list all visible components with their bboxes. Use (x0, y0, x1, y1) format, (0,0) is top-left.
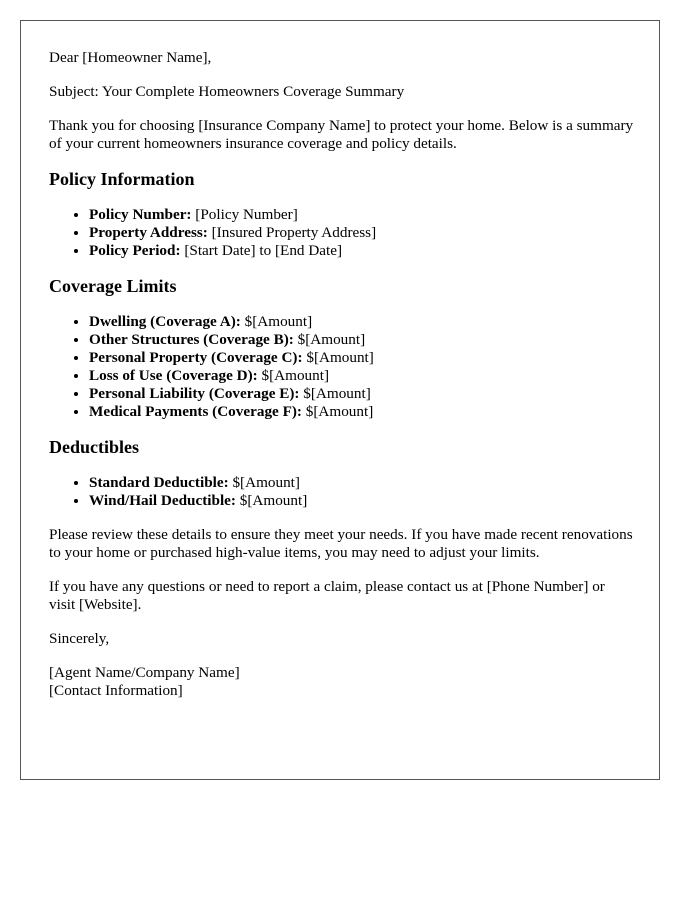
list-item-standard-deductible (89, 474, 634, 492)
item-value: $[Amount] (240, 313, 313, 330)
item-label: Dwelling (Coverage A): (89, 313, 241, 330)
letter-container (20, 20, 660, 780)
contact-paragraph: If you have any questions or need to report a claim, please contact us at [Phone Number] or visit [Website]. (49, 578, 605, 613)
item-label: Loss of Use (Coverage D): (89, 367, 258, 384)
salutation: Dear [Homeowner Name], (49, 49, 212, 66)
list-item-dwelling (89, 313, 634, 331)
item-value: $[Amount] (228, 474, 300, 491)
policy-information-list (49, 206, 634, 260)
item-label: Wind/Hail Deductible: (89, 492, 236, 509)
list-item-other-structures (89, 331, 634, 349)
list-item-policy-period (89, 242, 634, 260)
list-item-policy-number (89, 206, 634, 224)
item-label: Policy Period: (89, 242, 181, 259)
item-value: $[Amount] (299, 385, 371, 402)
item-label: Medical Payments (Coverage F): (89, 403, 302, 420)
subject-line: Subject: Your Complete Homeowners Coverage Summary (49, 83, 405, 100)
list-item-wind-hail-deductible (89, 492, 634, 510)
item-value: $[Amount] (257, 367, 330, 384)
section-heading-deductibles: Deductibles (49, 437, 139, 457)
item-label: Standard Deductible: (89, 474, 229, 491)
item-label: Other Structures (Coverage B): (89, 331, 294, 348)
list-item-property-address (89, 224, 634, 242)
deductibles-list (49, 474, 634, 510)
item-label: Personal Liability (Coverage E): (89, 385, 300, 402)
item-value: [Start Date] to [End Date] (180, 242, 343, 259)
item-value: $[Amount] (302, 349, 374, 366)
item-value: $[Amount] (293, 331, 366, 348)
list-item-medical-payments (89, 403, 634, 421)
signature-name: [Agent Name/Company Name] (49, 664, 240, 681)
list-item-personal-liability (89, 385, 634, 403)
coverage-limits-list (49, 313, 634, 421)
list-item-personal-property (89, 349, 634, 367)
section-heading-coverage-limits: Coverage Limits (49, 276, 177, 296)
list-item-loss-of-use (89, 367, 634, 385)
closing: Sincerely, (49, 630, 110, 647)
item-label: Property Address: (89, 224, 208, 241)
section-heading-policy-information: Policy Information (49, 169, 195, 189)
intro-paragraph: Thank you for choosing [Insurance Company Name] to protect your home. Below is a summary of your current homeowners insurance coverage and policy details. (49, 117, 634, 152)
letter-body (49, 49, 634, 716)
item-value: [Policy Number] (191, 206, 298, 223)
item-label: Policy Number: (89, 206, 192, 223)
item-value: [Insured Property Address] (207, 224, 377, 241)
item-label: Personal Property (Coverage C): (89, 349, 303, 366)
signature-block (49, 664, 634, 700)
signature-contact: [Contact Information] (49, 682, 183, 699)
review-paragraph: Please review these details to ensure they meet your needs. If you have made recent renovations to your home or purchased high-value items, you may need to adjust your limits. (49, 526, 633, 561)
item-value: $[Amount] (301, 403, 374, 420)
item-value: $[Amount] (235, 492, 308, 509)
